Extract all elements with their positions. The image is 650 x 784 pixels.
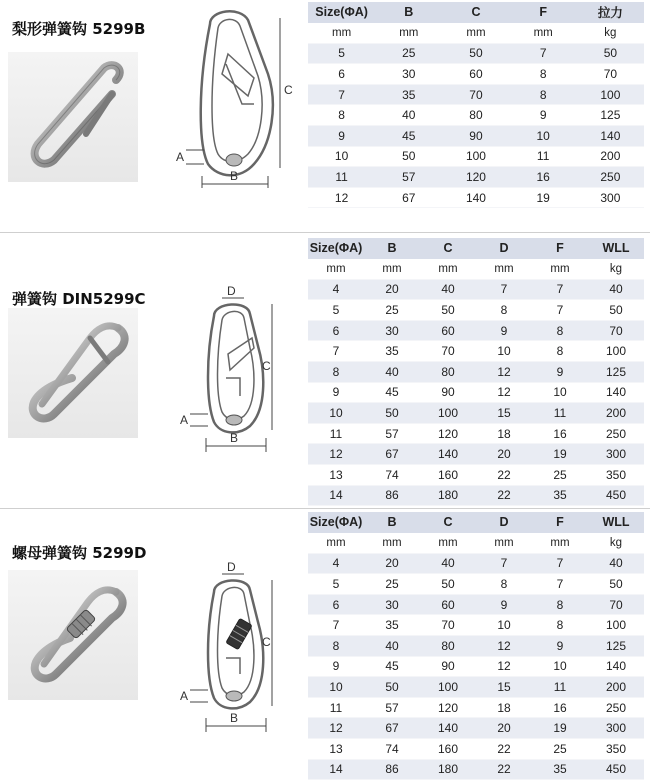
- table-cell: 50: [588, 300, 644, 321]
- table-cell: 40: [364, 636, 420, 657]
- table-cell: 10: [510, 126, 577, 147]
- table-cell: 45: [375, 126, 442, 147]
- table-cell: 6: [308, 594, 364, 615]
- column-header: B: [364, 512, 420, 533]
- spec-table: [308, 238, 644, 506]
- table-cell: 180: [420, 759, 476, 780]
- table-cell: 70: [442, 84, 509, 105]
- unit-cell: kg: [588, 259, 644, 280]
- table-cell: 25: [532, 465, 588, 486]
- table-cell: 11: [308, 423, 364, 444]
- table-header-row: [308, 2, 644, 23]
- table-cell: 45: [364, 656, 420, 677]
- table-cell: 70: [420, 341, 476, 362]
- table-cell: 7: [476, 553, 532, 574]
- table-cell: 25: [375, 43, 442, 64]
- table-row: [308, 697, 644, 718]
- table-cell: 350: [588, 739, 644, 760]
- table-cell: 60: [420, 594, 476, 615]
- table-cell: 30: [375, 64, 442, 85]
- table-cell: 10: [532, 656, 588, 677]
- table-cell: 12: [476, 636, 532, 657]
- unit-cell: mm: [308, 259, 364, 280]
- table-row: [308, 423, 644, 444]
- product-section-5299d: [0, 508, 650, 784]
- table-cell: 200: [588, 677, 644, 698]
- table-cell: 74: [364, 465, 420, 486]
- dimension-label-a: A: [180, 689, 189, 703]
- column-header: B: [375, 2, 442, 23]
- table-cell: 11: [308, 167, 375, 188]
- unit-cell: mm: [375, 23, 442, 44]
- table-header-row: [308, 238, 644, 259]
- table-cell: 10: [308, 677, 364, 698]
- dimension-label-b: B: [230, 431, 239, 445]
- table-cell: 100: [442, 146, 509, 167]
- table-cell: 60: [442, 64, 509, 85]
- table-cell: 4: [308, 553, 364, 574]
- table-cell: 11: [308, 697, 364, 718]
- table-cell: 30: [364, 320, 420, 341]
- table-cell: 8: [510, 84, 577, 105]
- table-cell: 8: [308, 105, 375, 126]
- table-cell: 40: [588, 279, 644, 300]
- table-cell: 20: [476, 444, 532, 465]
- table-cell: 70: [577, 64, 644, 85]
- product-title: 梨形弹簧钩 5299B: [12, 20, 146, 38]
- table-units-row: [308, 23, 644, 44]
- table-cell: 10: [476, 615, 532, 636]
- dimension-label-b: B: [230, 169, 239, 183]
- table-row: [308, 594, 644, 615]
- technical-drawing: [168, 4, 298, 194]
- product-title: 螺母弹簧钩 5299D: [12, 544, 147, 562]
- table-cell: 300: [588, 444, 644, 465]
- table-cell: 7: [308, 615, 364, 636]
- table-cell: 19: [532, 718, 588, 739]
- unit-cell: kg: [588, 533, 644, 554]
- table-cell: 22: [476, 739, 532, 760]
- table-cell: 8: [532, 320, 588, 341]
- technical-drawing: [168, 562, 298, 738]
- column-header: C: [420, 238, 476, 259]
- unit-cell: mm: [532, 259, 588, 280]
- column-header: Size(ΦA): [308, 512, 364, 533]
- table-row: [308, 403, 644, 424]
- table-cell: 7: [532, 574, 588, 595]
- table-row: [308, 677, 644, 698]
- unit-cell: mm: [532, 533, 588, 554]
- table-cell: 70: [588, 320, 644, 341]
- unit-cell: mm: [510, 23, 577, 44]
- table-cell: 74: [364, 739, 420, 760]
- table-cell: 7: [308, 341, 364, 362]
- unit-cell: mm: [364, 259, 420, 280]
- table-cell: 80: [442, 105, 509, 126]
- table-cell: 12: [476, 656, 532, 677]
- column-header: B: [364, 238, 420, 259]
- table-row: [308, 718, 644, 739]
- unit-cell: mm: [308, 23, 375, 44]
- table-cell: 20: [476, 718, 532, 739]
- dimension-label-c: C: [262, 635, 271, 649]
- table-cell: 10: [532, 382, 588, 403]
- table-row: [308, 279, 644, 300]
- table-cell: 7: [532, 300, 588, 321]
- table-cell: 16: [532, 423, 588, 444]
- dimension-label-c: C: [284, 83, 293, 97]
- column-header: WLL: [588, 512, 644, 533]
- table-cell: 140: [588, 382, 644, 403]
- table-row: [308, 320, 644, 341]
- table-row: [308, 341, 644, 362]
- table-row: [308, 84, 644, 105]
- table-cell: 60: [420, 320, 476, 341]
- table-cell: 19: [532, 444, 588, 465]
- table-cell: 180: [420, 485, 476, 506]
- table-cell: 50: [442, 43, 509, 64]
- table-cell: 10: [308, 146, 375, 167]
- table-cell: 120: [420, 423, 476, 444]
- dimension-label-d: D: [227, 286, 236, 298]
- table-row: [308, 362, 644, 383]
- table-cell: 7: [532, 553, 588, 574]
- table-cell: 25: [364, 300, 420, 321]
- column-header: Size(ΦA): [308, 238, 364, 259]
- table-cell: 90: [420, 656, 476, 677]
- table-cell: 7: [476, 279, 532, 300]
- table-cell: 40: [588, 553, 644, 574]
- table-cell: 7: [510, 43, 577, 64]
- table-cell: 12: [476, 362, 532, 383]
- table-cell: 8: [476, 300, 532, 321]
- table-cell: 8: [476, 574, 532, 595]
- table-cell: 50: [420, 574, 476, 595]
- table-cell: 9: [476, 320, 532, 341]
- table-cell: 9: [532, 636, 588, 657]
- table-cell: 140: [420, 444, 476, 465]
- table-cell: 16: [532, 697, 588, 718]
- table-cell: 57: [364, 697, 420, 718]
- table-cell: 67: [364, 718, 420, 739]
- table-cell: 140: [577, 126, 644, 147]
- table-cell: 14: [308, 485, 364, 506]
- screw-lock-snap-hook-icon: [8, 570, 138, 700]
- column-header: D: [476, 238, 532, 259]
- column-header: C: [442, 2, 509, 23]
- table-cell: 15: [476, 677, 532, 698]
- product-photo: [8, 570, 138, 700]
- table-row: [308, 382, 644, 403]
- table-row: [308, 300, 644, 321]
- dimension-label-b: B: [230, 711, 239, 725]
- table-cell: 12: [308, 187, 375, 208]
- spec-table: [308, 2, 644, 208]
- table-row: [308, 574, 644, 595]
- column-header: F: [510, 2, 577, 23]
- table-row: [308, 615, 644, 636]
- table-cell: 450: [588, 759, 644, 780]
- table-row: [308, 43, 644, 64]
- unit-cell: kg: [577, 23, 644, 44]
- table-cell: 12: [476, 382, 532, 403]
- table-cell: 11: [532, 677, 588, 698]
- table-cell: 20: [364, 553, 420, 574]
- table-cell: 100: [420, 403, 476, 424]
- table-row: [308, 759, 644, 780]
- column-header: F: [532, 512, 588, 533]
- table-cell: 18: [476, 423, 532, 444]
- table-cell: 40: [375, 105, 442, 126]
- unit-cell: mm: [476, 533, 532, 554]
- table-cell: 9: [308, 656, 364, 677]
- product-section-din5299c: [0, 232, 650, 508]
- product-photo: [8, 52, 138, 182]
- pear-snap-hook-icon: [8, 52, 138, 182]
- table-cell: 19: [510, 187, 577, 208]
- dimension-label-a: A: [176, 150, 185, 164]
- table-units-row: [308, 259, 644, 280]
- table-cell: 70: [588, 594, 644, 615]
- table-cell: 20: [364, 279, 420, 300]
- table-cell: 12: [308, 444, 364, 465]
- table-cell: 140: [420, 718, 476, 739]
- table-cell: 8: [532, 341, 588, 362]
- column-header: 拉力: [577, 2, 644, 23]
- unit-cell: mm: [442, 23, 509, 44]
- unit-cell: mm: [476, 259, 532, 280]
- table-cell: 50: [364, 403, 420, 424]
- table-row: [308, 187, 644, 208]
- table-cell: 50: [577, 43, 644, 64]
- table-cell: 120: [420, 697, 476, 718]
- table-row: [308, 167, 644, 188]
- table-cell: 350: [588, 465, 644, 486]
- table-cell: 140: [588, 656, 644, 677]
- product-photo: [8, 308, 138, 438]
- table-cell: 160: [420, 739, 476, 760]
- table-row: [308, 64, 644, 85]
- table-cell: 57: [375, 167, 442, 188]
- table-cell: 8: [308, 362, 364, 383]
- table-cell: 35: [364, 341, 420, 362]
- table-cell: 35: [532, 759, 588, 780]
- table-cell: 9: [308, 382, 364, 403]
- table-row: [308, 105, 644, 126]
- dimension-label-d: D: [227, 562, 236, 574]
- table-cell: 8: [532, 594, 588, 615]
- table-cell: 200: [577, 146, 644, 167]
- table-cell: 40: [364, 362, 420, 383]
- unit-cell: mm: [420, 259, 476, 280]
- table-cell: 10: [476, 341, 532, 362]
- table-cell: 8: [532, 615, 588, 636]
- table-cell: 50: [588, 574, 644, 595]
- table-cell: 67: [375, 187, 442, 208]
- table-row: [308, 739, 644, 760]
- table-cell: 35: [375, 84, 442, 105]
- table-cell: 67: [364, 444, 420, 465]
- table-units-row: [308, 533, 644, 554]
- table-row: [308, 444, 644, 465]
- unit-cell: mm: [420, 533, 476, 554]
- table-cell: 30: [364, 594, 420, 615]
- table-cell: 50: [375, 146, 442, 167]
- table-row: [308, 465, 644, 486]
- table-cell: 80: [420, 362, 476, 383]
- column-header: Size(ΦA): [308, 2, 375, 23]
- table-cell: 300: [577, 187, 644, 208]
- table-cell: 86: [364, 759, 420, 780]
- table-cell: 4: [308, 279, 364, 300]
- table-row: [308, 636, 644, 657]
- table-cell: 160: [420, 465, 476, 486]
- table-cell: 9: [308, 126, 375, 147]
- unit-cell: mm: [308, 533, 364, 554]
- table-cell: 6: [308, 320, 364, 341]
- table-cell: 40: [420, 553, 476, 574]
- table-cell: 250: [577, 167, 644, 188]
- table-cell: 11: [510, 146, 577, 167]
- column-header: C: [420, 512, 476, 533]
- table-cell: 16: [510, 167, 577, 188]
- table-cell: 14: [308, 759, 364, 780]
- table-cell: 12: [308, 718, 364, 739]
- table-cell: 22: [476, 759, 532, 780]
- table-cell: 5: [308, 43, 375, 64]
- unit-cell: mm: [364, 533, 420, 554]
- table-row: [308, 553, 644, 574]
- table-cell: 13: [308, 465, 364, 486]
- table-cell: 57: [364, 423, 420, 444]
- table-cell: 125: [577, 105, 644, 126]
- table-cell: 9: [510, 105, 577, 126]
- table-cell: 120: [442, 167, 509, 188]
- table-header-row: [308, 512, 644, 533]
- table-cell: 100: [420, 677, 476, 698]
- table-cell: 8: [510, 64, 577, 85]
- table-row: [308, 485, 644, 506]
- product-section-5299b: [0, 0, 650, 232]
- table-cell: 86: [364, 485, 420, 506]
- dimension-label-a: A: [180, 413, 189, 427]
- dimension-label-c: C: [262, 359, 271, 373]
- table-cell: 90: [420, 382, 476, 403]
- spec-table: [308, 512, 644, 780]
- table-cell: 200: [588, 403, 644, 424]
- table-cell: 450: [588, 485, 644, 506]
- table-cell: 300: [588, 718, 644, 739]
- table-cell: 11: [532, 403, 588, 424]
- table-row: [308, 146, 644, 167]
- product-title: 弹簧钩 DIN5299C: [12, 290, 146, 308]
- table-cell: 7: [308, 84, 375, 105]
- table-row: [308, 126, 644, 147]
- table-cell: 5: [308, 574, 364, 595]
- table-cell: 35: [532, 485, 588, 506]
- table-cell: 25: [364, 574, 420, 595]
- table-cell: 18: [476, 697, 532, 718]
- table-cell: 25: [532, 739, 588, 760]
- table-cell: 6: [308, 64, 375, 85]
- table-cell: 125: [588, 636, 644, 657]
- table-cell: 45: [364, 382, 420, 403]
- table-cell: 100: [588, 615, 644, 636]
- table-cell: 40: [420, 279, 476, 300]
- table-cell: 50: [364, 677, 420, 698]
- table-cell: 5: [308, 300, 364, 321]
- table-cell: 8: [308, 636, 364, 657]
- table-cell: 250: [588, 423, 644, 444]
- table-cell: 9: [532, 362, 588, 383]
- table-cell: 100: [577, 84, 644, 105]
- table-cell: 90: [442, 126, 509, 147]
- din-snap-hook-icon: [8, 308, 138, 438]
- table-cell: 80: [420, 636, 476, 657]
- table-cell: 35: [364, 615, 420, 636]
- table-cell: 10: [308, 403, 364, 424]
- table-cell: 7: [532, 279, 588, 300]
- technical-drawing: [168, 286, 298, 456]
- table-row: [308, 656, 644, 677]
- table-cell: 15: [476, 403, 532, 424]
- table-cell: 22: [476, 465, 532, 486]
- table-cell: 125: [588, 362, 644, 383]
- table-cell: 13: [308, 739, 364, 760]
- table-cell: 70: [420, 615, 476, 636]
- column-header: WLL: [588, 238, 644, 259]
- table-cell: 100: [588, 341, 644, 362]
- table-cell: 9: [476, 594, 532, 615]
- table-cell: 250: [588, 697, 644, 718]
- table-cell: 50: [420, 300, 476, 321]
- table-cell: 140: [442, 187, 509, 208]
- column-header: F: [532, 238, 588, 259]
- column-header: D: [476, 512, 532, 533]
- table-cell: 22: [476, 485, 532, 506]
